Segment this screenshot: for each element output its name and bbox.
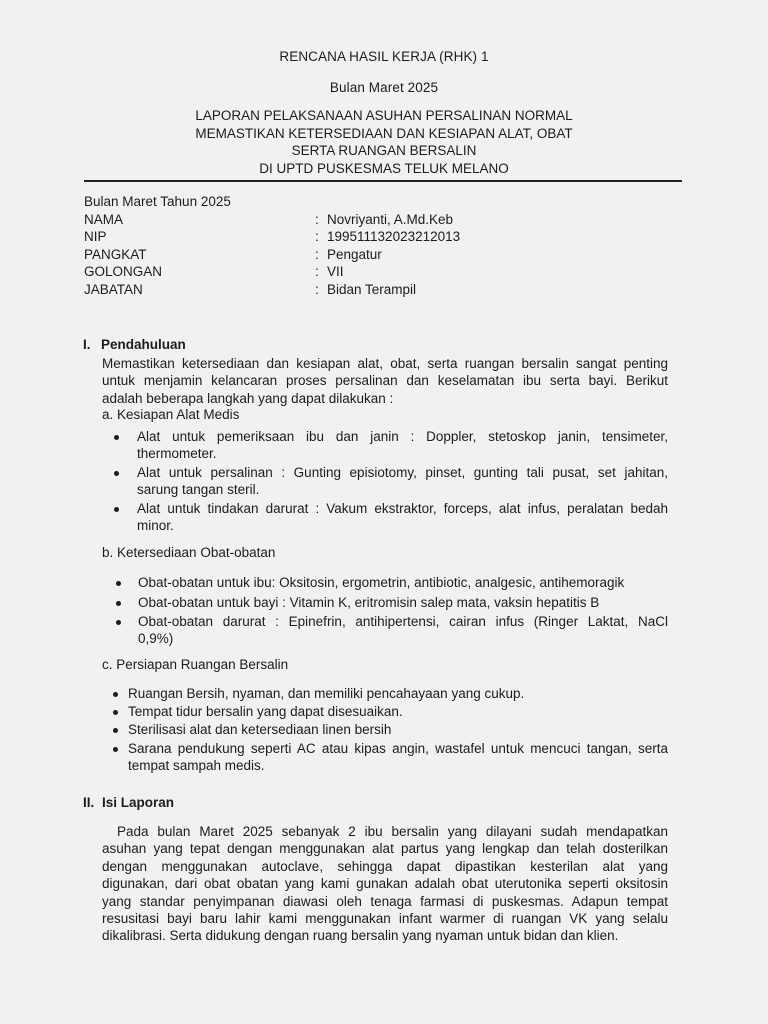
list-item-line: sarung tangan steril. bbox=[137, 482, 260, 498]
bullet-icon bbox=[116, 581, 121, 586]
list-item-line: 0,9%) bbox=[138, 631, 174, 647]
identity-row-jabatan bbox=[84, 281, 684, 299]
identity-label: PANGKAT bbox=[84, 246, 147, 262]
paragraph-line: yang standar penyimpanan diawasi oleh tenaga farmasi di puskesmas. Adapun tempat bbox=[102, 893, 668, 909]
identity-row-golongan bbox=[84, 263, 684, 281]
bullet-icon bbox=[114, 507, 119, 512]
paragraph-line: dikalibrasi. Serta didukung dengan ruang bersalin yang nyaman untuk bidan dan klien. bbox=[102, 928, 619, 944]
section-title: Pendahuluan bbox=[101, 337, 186, 352]
period-row bbox=[84, 193, 684, 211]
period-label: Bulan Maret Tahun 2025 bbox=[84, 194, 231, 209]
identity-value: 199511132023212013 bbox=[327, 229, 461, 244]
paragraph-line: Memastikan ketersediaan dan kesiapan alat, obat, serta ruangan bersalin sangat penting bbox=[102, 356, 668, 371]
identity-value: Pengatur bbox=[327, 246, 382, 262]
bullet-icon bbox=[113, 692, 118, 697]
identity-row-pangkat bbox=[84, 246, 684, 264]
intro-paragraph bbox=[102, 355, 668, 407]
list-item-line: Alat untuk persalinan : Gunting episiotomy, pinset, gunting tali pusat, set jahitan, bbox=[137, 465, 668, 480]
subheading-alat-medis: a. Kesiapan Alat Medis bbox=[102, 407, 240, 422]
bullet-icon bbox=[116, 601, 121, 606]
title-line: DI UPTD PUSKESMAS TELUK MELANO bbox=[259, 160, 509, 176]
paragraph-line: Pada bulan Maret 2025 sebanyak 2 ibu bersalin yang dilayani sudah mendapatkan bbox=[117, 824, 668, 839]
bullet-icon bbox=[114, 471, 119, 476]
identity-block bbox=[84, 193, 684, 298]
list-item-line: Tempat tidur bersalin yang dapat disesuaikan. bbox=[128, 704, 403, 719]
section-number: II. bbox=[83, 795, 95, 810]
section-title: Isi Laporan bbox=[102, 795, 175, 810]
paragraph-line: digunakan, dari obat obatan yang kami gunakan adalah obat uterutonika seperti oksitosin bbox=[102, 876, 668, 892]
section-number: I. bbox=[83, 337, 91, 352]
identity-value: VII bbox=[327, 264, 344, 279]
identity-colon: : bbox=[315, 281, 319, 297]
list-item-line: Alat untuk pemeriksaan ibu dan janin : Doppler, stetoskop janin, tensimeter, bbox=[137, 429, 668, 444]
identity-colon: : bbox=[315, 246, 319, 262]
list-item-line: Obat-obatan untuk bayi : Vitamin K, eritromisin salep mata, vaksin hepatitis B bbox=[138, 595, 600, 610]
paragraph-line: dengan menggunakan autoclave, sehingga dapat dipastikan kesterilan alat yang bbox=[102, 858, 668, 874]
section-heading-pendahuluan bbox=[83, 337, 186, 352]
list-item-line: Ruangan Bersih, nyaman, dan memiliki pencahayaan yang cukup. bbox=[128, 686, 525, 701]
list-item-line: thermometer. bbox=[137, 446, 217, 462]
identity-colon: : bbox=[315, 229, 319, 244]
identity-row-nip bbox=[84, 228, 684, 246]
list-item-line: tempat sampah medis. bbox=[128, 758, 265, 774]
list-item-line: Alat untuk tindakan darurat : Vakum ekstraktor, forceps, alat infus, peralatan bedah bbox=[137, 501, 668, 516]
identity-label: GOLONGAN bbox=[84, 264, 163, 279]
bullet-icon bbox=[113, 747, 118, 752]
bullet-icon bbox=[113, 710, 118, 715]
month-heading: Bulan Maret 2025 bbox=[329, 80, 439, 95]
title-line: LAPORAN PELAKSANAAN ASUHAN PERSALINAN NORMAL bbox=[195, 108, 573, 123]
identity-colon: : bbox=[315, 264, 319, 279]
paragraph-line: untuk menjamin kelancaran proses persalinan dan keselamatan ibu serta bayi. Berikut bbox=[102, 373, 668, 389]
identity-label: JABATAN bbox=[84, 281, 143, 297]
title-line: MEMASTIKAN KETERSEDIAAN DAN KESIAPAN ALAT, OBAT bbox=[195, 125, 573, 141]
rhk-heading: RENCANA HASIL KERJA (RHK) 1 bbox=[279, 49, 489, 64]
title-line: SERTA RUANGAN BERSALIN bbox=[291, 143, 477, 159]
paragraph-line: adalah beberapa langkah yang dapat dilakukan : bbox=[102, 390, 394, 406]
identity-label: NIP bbox=[84, 229, 107, 244]
list-item-line: minor. bbox=[137, 518, 174, 534]
bullet-icon bbox=[114, 435, 119, 440]
list-item-line: Obat-obatan darurat : Epinefrin, antihipertensi, cairan infus (Ringer Laktat, NaCl bbox=[138, 614, 668, 629]
list-item-line: Sarana pendukung seperti AC atau kipas angin, wastafel untuk mencuci tangan, serta bbox=[128, 741, 668, 756]
identity-label: NAMA bbox=[84, 211, 124, 227]
identity-colon: : bbox=[315, 211, 319, 227]
subheading-obat: b. Ketersediaan Obat-obatan bbox=[102, 545, 276, 560]
title-divider bbox=[84, 180, 682, 182]
bullet-icon bbox=[116, 620, 121, 625]
list-item-line: Sterilisasi alat dan ketersediaan linen bersih bbox=[128, 722, 392, 737]
identity-row-nama bbox=[84, 211, 684, 229]
bullet-icon bbox=[113, 728, 118, 733]
paragraph-line: resusitasi bayi baru lahir kami menggunakan infant warmer di ruangan VK yang selalu bbox=[102, 911, 668, 927]
report-paragraph bbox=[102, 823, 668, 945]
report-title bbox=[0, 107, 768, 177]
section-heading-isi-laporan bbox=[83, 795, 174, 810]
paragraph-line: asuhan yang tepat dengan menggunakan alat partus yang lengkap dan telah dosterilkan bbox=[102, 841, 668, 857]
list-item-line: Obat-obatan untuk ibu: Oksitosin, ergometrin, antibiotic, analgesic, antihemoragik bbox=[138, 575, 625, 590]
identity-value: Bidan Terampil bbox=[327, 281, 417, 297]
subheading-ruangan: c. Persiapan Ruangan Bersalin bbox=[102, 657, 289, 672]
identity-value: Novriyanti, A.Md.Keb bbox=[327, 211, 454, 227]
